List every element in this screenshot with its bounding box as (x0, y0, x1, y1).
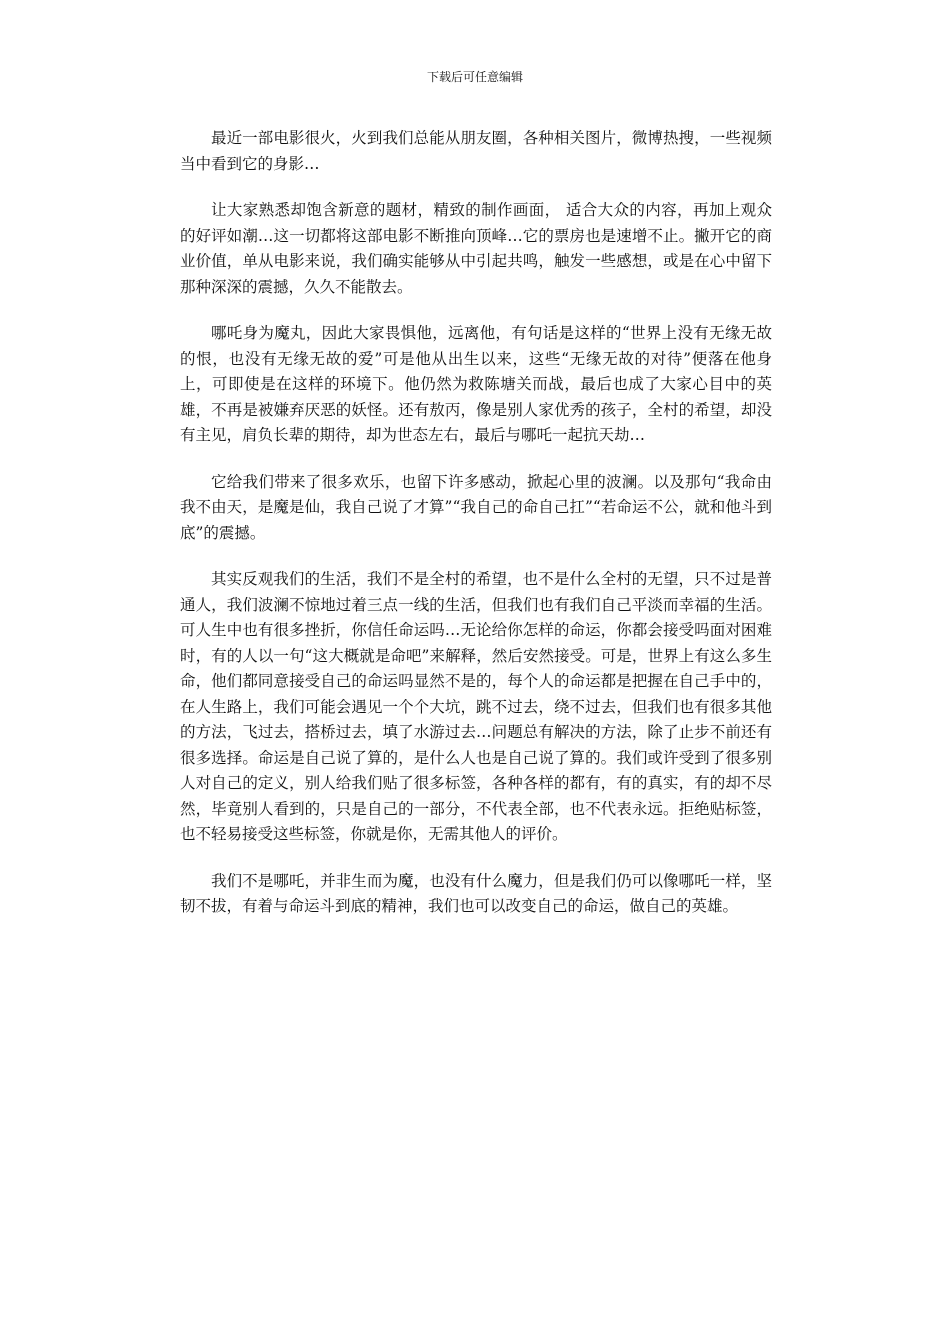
page-header-label: 下载后可任意编辑 (426, 70, 523, 84)
paragraph: 让大家熟悉却饱含新意的题材，精致的制作画面， 适合大众的内容，再加上观众的好评如潮…这一切都将这部电影不断推向顶峰…它的票房也是速增不止。撇开它的商业价值，单从电影来说，我们确实能够从中引起共鸣，触发一些感想，或是在心中留下那种深深的震撼，久久不能散去。 (180, 201, 772, 296)
paragraph: 最近一部电影很火，火到我们总能从朋友圈，各种相关图片，微博热搜，一些视频当中看到它的身影… (180, 129, 772, 173)
paragraph: 我们不是哪吒，并非生而为魔，也没有什么魔力，但是我们仍可以像哪吒一样，坚韧不拔，有着与命运斗到底的精神，我们也可以改变自己的命运，做自己的英雄。 (180, 871, 772, 915)
paragraph: 其实反观我们的生活，我们不是全村的希望，也不是什么全村的无望，只不过是普通人，我们波澜不惊地过着三点一线的生活，但我们也有我们自己平淡而幸福的生活。可人生中也有很多挫折，你信任命运吗…无论给你怎样的命运，你都会接受吗面对困难时，有的人以一句“这大概就是命吧”来解释，然后安然接受。可是，世界上有这么多生命，他们都同意接受自己的命运吗显然不是的，每个人的命运都是把握在自己手中的，在人生路上，我们可能会遇见一个个大坑，跳不过去，绕不过去，但我们也有很多其他的方法，飞过去，搭桥过去，填了水游过去…问题总有解决的方法，除了止步不前还有很多选择。命运是自己说了算的，是什么人也是自己说了算的。我们或许受到了很多别人对自己的定义，别人给我们贴了很多标签，各种各样的都有，有的真实，有的却不尽然，毕竟别人看到的，只是自己的一部分，不代表全部，也不代表永远。拒绝贴标签，也不轻易接受这些标签，你就是你，无需其他人的评价。 (180, 570, 772, 843)
paragraph: 哪吒身为魔丸，因此大家畏惧他，远离他，有句话是这样的“世界上没有无缘无故的恨，也没有无缘无故的爱”可是他从出生以来，这些“无缘无故的对待”便落在他身上，可即使是在这样的环境下。他仍然为救陈塘关而战，最后也成了大家心目中的英雄，不再是被嫌弃厌恶的妖怪。还有敖丙，像是别人家优秀的孩子，全村的希望，却没有主见，肩负长辈的期待，却为世态左右，最后与哪吒一起抗天劫… (180, 324, 772, 444)
document-body (180, 126, 772, 941)
paragraph: 它给我们带来了很多欢乐，也留下许多感动，掀起心里的波澜。以及那句“我命由我不由天，是魔是仙，我自己说了才算”“我自己的命自己扛”“若命运不公，就和他斗到底”的震撼。 (180, 472, 772, 542)
